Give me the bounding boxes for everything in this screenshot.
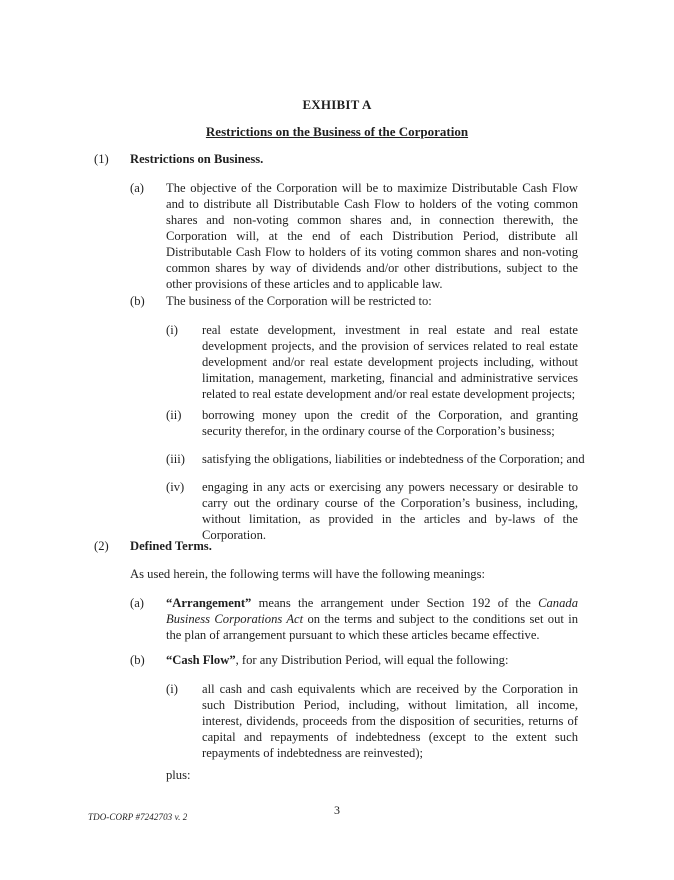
- section-2-heading: Defined Terms.: [130, 539, 212, 553]
- item-1b-i-label: (i): [166, 323, 178, 337]
- item-2a-text: [166, 595, 578, 643]
- term-cash-flow: “Cash Flow”: [166, 653, 236, 667]
- item-2b-i-label: (i): [166, 682, 178, 696]
- item-1a-label: (a): [130, 181, 144, 195]
- item-2a-text-part1: means the arrangement under Section 192 of the: [251, 596, 539, 610]
- item-1b-label: (b): [130, 294, 145, 308]
- page-number: 3: [334, 803, 340, 817]
- item-1b-iii-label: (iii): [166, 452, 185, 466]
- item-2a-text-part2: on the terms and subject to the conditions set out in the plan of arrangement pursuant to which these articles became effective.: [166, 612, 578, 642]
- act-name: Canada Business Corporations Act: [166, 596, 578, 626]
- section-1-heading: Restrictions on Business.: [130, 152, 264, 166]
- term-arrangement: “Arrangement”: [166, 596, 252, 610]
- section-2-number: (2): [94, 539, 109, 553]
- item-1b-iv-text: engaging in any acts or exercising any powers necessary or desirable to carry out the ordinary course of the Corporation’s business, including, without limitation, as provided in the articles and by-laws of the Corporation.: [202, 480, 578, 542]
- section-1-number: (1): [94, 152, 109, 166]
- item-2b-label: (b): [130, 653, 145, 667]
- item-1b-ii-label: (ii): [166, 408, 182, 422]
- item-1b-iv-label: (iv): [166, 480, 185, 494]
- section-2-intro: As used herein, the following terms will have the following meanings:: [130, 567, 486, 581]
- item-2b-text: [166, 652, 578, 668]
- exhibit-subtitle: Restrictions on the Business of the Corporation: [205, 124, 469, 139]
- document-id-footer: TDO-CORP #7242703 v. 2: [88, 812, 188, 822]
- item-2b-i-text: all cash and cash equivalents which are received by the Corporation in such Distribution Period, including, without limitation, all income, interest, dividends, proceeds from the disposition of securities, returns of capital and repayments of indebtedness (except to the extent such repayments of indebtedness are reinvested);: [202, 682, 578, 760]
- item-1b-ii-text: borrowing money upon the credit of the Corporation, and granting security therefor, in the ordinary course of the Corporation’s business;: [202, 408, 578, 438]
- item-2b-text-body: , for any Distribution Period, will equal the following:: [235, 653, 509, 667]
- item-1b-iii-text: satisfying the obligations, liabilities or indebtedness of the Corporation; and: [202, 452, 585, 466]
- exhibit-title: EXHIBIT A: [302, 97, 372, 112]
- item-2a-label: (a): [130, 596, 144, 610]
- item-1b-i-text: real estate development, investment in real estate and real estate development projects, and the provision of services related to real estate development and/or real estate development projects including, without limitation, management, marketing, financial and administrative services related to real estate development and/or real estate development projects;: [202, 323, 578, 401]
- item-1b-text: The business of the Corporation will be restricted to:: [166, 294, 432, 308]
- item-1a-text: The objective of the Corporation will be to maximize Distributable Cash Flow and to distribute all Distributable Cash Flow to holders of the voting common shares and non-voting common shares and, in connection therewith, the Corporation will, at the end of each Distribution Period, distribute all Distributable Cash Flow to holders of its voting common shares and non-voting common shares by way of dividends and/or other distributions, subject to the other provisions of these articles and to applicable law.: [166, 181, 578, 291]
- continuation-text: plus:: [166, 768, 191, 782]
